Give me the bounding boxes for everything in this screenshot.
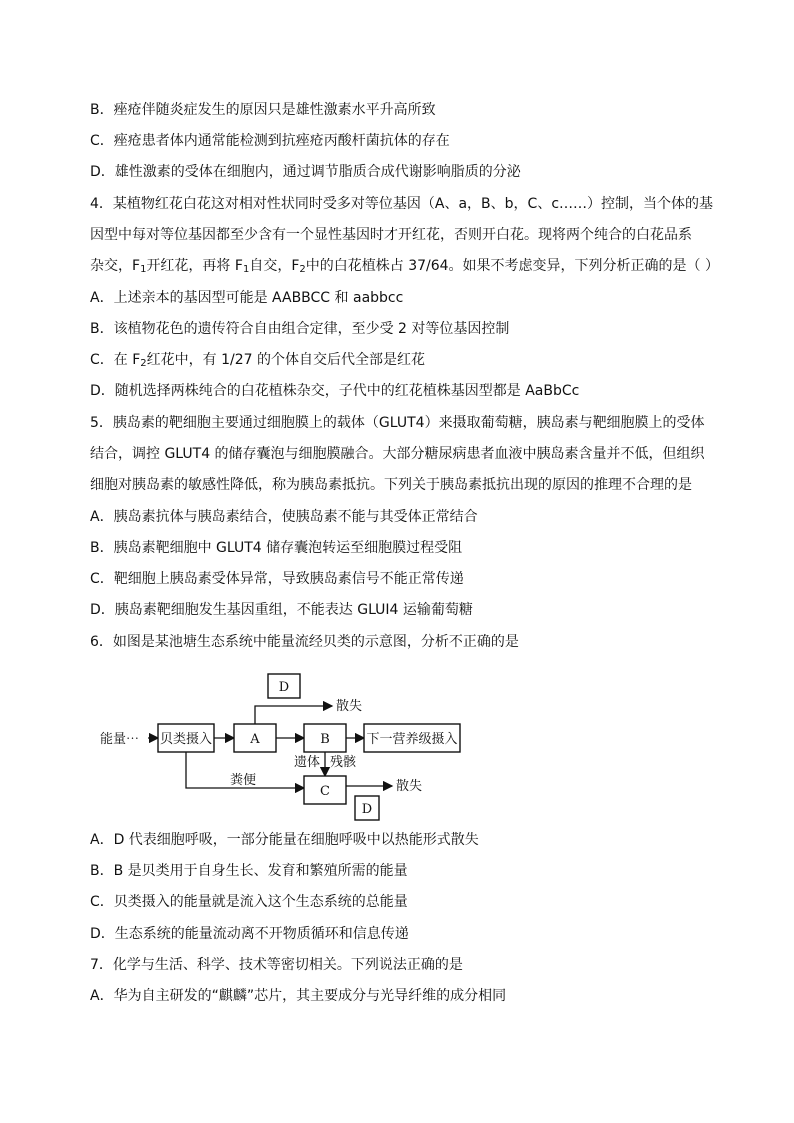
line-q3-c: C．痤疮患者体内通常能检测到抗痤疮丙酸杆菌抗体的存在 [90, 133, 450, 149]
line-q4-c [90, 350, 425, 374]
line-q4-a: A．上述亲本的基因型可能是 AABBCC 和 aabbcc [90, 290, 404, 306]
line-q5-stem-1: 5．胰岛素的靶细胞主要通过细胞膜上的载体（GLUT4）来摄取葡萄糖，胰岛素与靶细胞膜上的受体 [90, 415, 705, 431]
subscript: 1 [242, 264, 250, 275]
line-q4-d: D．随机选择两株纯合的白花植株杂交，子代中的红花植株基因型都是 AaBbCc [90, 383, 580, 399]
line-q6-d: D．生态系统的能量流动离不开物质循环和信息传递 [90, 926, 409, 942]
label-remains-2: 残骸 [330, 755, 357, 770]
line-q6-b: B．B 是贝类用于自身生长、发育和繁殖所需的能量 [90, 863, 408, 879]
line-q5-a: A．胰岛素抗体与胰岛素结合，使胰岛素不能与其受体正常结合 [90, 509, 478, 525]
line-q7-stem: 7．化学与生活、科学、技术等密切相关。下列说法正确的是 [90, 957, 463, 973]
label-remains-1: 遗体 [294, 755, 321, 770]
line-q7-a: A．华为自主研发的“麒麟”芯片，其主要成分与光导纤维的成分相同 [90, 988, 507, 1004]
line-q3-d: D．雄性激素的受体在细胞内，通过调节脂质合成代谢影响脂质的分泌 [90, 164, 521, 180]
line-q5-stem-3: 细胞对胰岛素的敏感性降低，称为胰岛素抵抗。下列关于胰岛素抵抗出现的原因的推理不合理的是 [90, 477, 692, 493]
line-q4-b: B．该植物花色的遗传符合自由组合定律，至少受 2 对等位基因控制 [90, 321, 510, 337]
line-q4-stem-1: 4．某植物红花白花这对相对性状同时受多对等位基因（A、a，B、b，C、c……）控制，当个体的基 [90, 196, 714, 212]
label-c: C [320, 784, 330, 799]
label-b: B [320, 732, 330, 747]
text: 开红花，再将 F [146, 258, 243, 274]
text: 中的白花植株占 37/64。如果不考虑变异，下列分析正确的是（ ） [305, 258, 720, 274]
text: 红花中，有 1/27 的个体自交后代全部是红花 [146, 352, 425, 368]
line-q4-stem-2: 因型中每对等位基因都至少含有一个显性基因时才开红花，否则开白花。现将两个纯合的白花品系 [90, 227, 692, 243]
line-q5-d: D．胰岛素靶细胞发生基因重组，不能表达 GLUI4 运输葡萄糖 [90, 602, 473, 618]
subscript: 2 [299, 264, 306, 275]
text: 杂交，F [90, 258, 141, 274]
energy-flow-diagram [96, 668, 476, 828]
label-next-level: 下一营养级摄入 [366, 732, 458, 747]
label-loss-top: 散失 [336, 699, 363, 714]
label-d-top: D [278, 680, 290, 695]
text: C．在 F [90, 352, 141, 368]
text: 自交，F [249, 258, 300, 274]
subscript: 2 [140, 358, 147, 369]
subscript: 1 [140, 264, 147, 275]
label-a: A [250, 732, 260, 747]
label-d-bottom: D [361, 802, 373, 817]
line-q6-a: A．D 代表细胞呼吸，一部分能量在细胞呼吸中以热能形式散失 [90, 832, 479, 848]
line-q5-c: C．靶细胞上胰岛素受体异常，导致胰岛素信号不能正常传递 [90, 571, 464, 587]
label-energy: 能量⋯ [100, 732, 140, 747]
line-q6-c: C．贝类摄入的能量就是流入这个生态系统的总能量 [90, 894, 408, 910]
arrow-a-loss [255, 706, 332, 724]
label-feces: 粪便 [230, 773, 257, 788]
line-q6-stem: 6．如图是某池塘生态系统中能量流经贝类的示意图，分析不正确的是 [90, 634, 519, 650]
line-q4-stem-3 [90, 256, 719, 280]
line-q3-b: B．痤疮伴随炎症发生的原因只是雄性激素水平升高所致 [90, 102, 436, 118]
line-q5-b: B．胰岛素靶细胞中 GLUT4 储存囊泡转运至细胞膜过程受阻 [90, 540, 463, 556]
label-loss-bottom: 散失 [396, 779, 423, 794]
line-q5-stem-2: 结合，调控 GLUT4 的储存囊泡与细胞膜融合。大部分糖尿病患者血液中胰岛素含量并不低，但组织 [90, 446, 705, 462]
label-intake: 贝类摄入 [159, 732, 213, 747]
